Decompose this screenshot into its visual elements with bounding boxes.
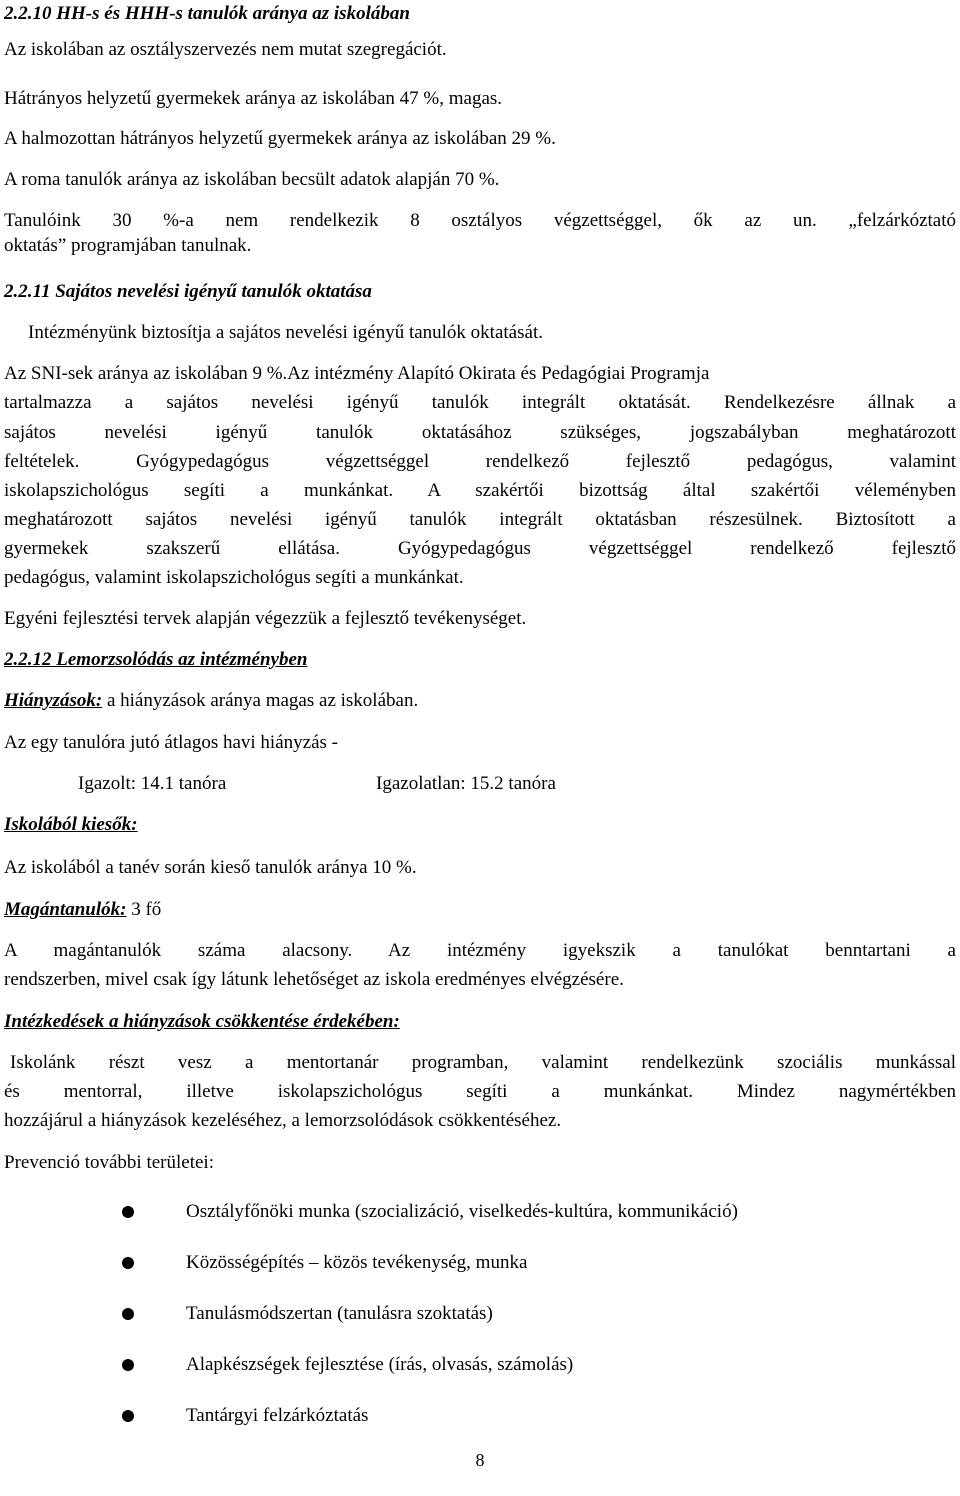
section-heading-hh: 2.2.10 HH-s és HHH-s tanulók aránya az iskolában — [4, 3, 410, 24]
text-line: A magántanulók száma alacsony. Az intézmény igyekszik a tanulókat benntartani a — [4, 940, 956, 961]
text-line: rendszerben, mivel csak így látunk lehetőséget az iskola eredményes elvégzésére. — [4, 969, 624, 990]
text-line: Az SNI-sek aránya az iskolában 9 %.Az intézmény Alapító Okirata és Pedagógiai Programja — [4, 363, 710, 384]
igazolatlan-value: Igazolatlan: 15.2 tanóra — [376, 773, 556, 794]
text-line: gyermekek szakszerű ellátása. Gyógypedagógus végzettséggel rendelkező fejlesztő — [4, 538, 956, 559]
list-item-text: Tantárgyi felzárkóztatás — [186, 1405, 369, 1426]
text-line: feltételek. Gyógypedagógus végzettséggel rendelkező fejlesztő pedagógus, valamint — [4, 451, 956, 472]
magan-label: Magántanulók: — [4, 899, 127, 920]
section-heading-sni: 2.2.11 Sajátos nevelési igényű tanulók oktatása — [4, 281, 372, 302]
text-line: pedagógus, valamint iskolapszichológus segíti a munkánkat. — [4, 567, 464, 588]
bullet-icon — [122, 1206, 134, 1218]
text-line: Egyéni fejlesztési tervek alapján végezzük a fejlesztő tevékenységet. — [4, 608, 527, 629]
text-line: Tanulóink 30 %-a nem rendelkezik 8 osztályos végzettséggel, ők az un. „felzárkóztató — [4, 210, 956, 231]
text-line: sajátos nevelési igényű tanulók oktatásához szükséges, jogszabályban meghatározott — [4, 422, 956, 443]
magan-line — [4, 898, 161, 922]
bullet-icon — [122, 1257, 134, 1269]
list-item — [120, 1353, 738, 1404]
section-heading-lemorzsolodas: 2.2.12 Lemorzsolódás az intézményben — [4, 649, 308, 670]
kiesok-label: Iskolából kiesők: — [4, 814, 138, 835]
bullet-icon — [122, 1410, 134, 1422]
hianyzasok-line — [4, 689, 418, 713]
text-line: A halmozottan hátrányos helyzetű gyermekek aránya az iskolában 29 %. — [4, 128, 556, 149]
list-item — [120, 1404, 738, 1455]
text-line: Iskolánk részt vesz a mentortanár programban, valamint rendelkezünk szociális munkással — [10, 1052, 956, 1073]
text-line: Az egy tanulóra jutó átlagos havi hiányzás - — [4, 732, 338, 753]
magan-text: 3 fő — [126, 899, 162, 920]
text-line: Intézményünk biztosítja a sajátos nevelési igényű tanulók oktatását. — [28, 322, 543, 343]
page-number: 8 — [475, 1450, 485, 1470]
list-item — [120, 1302, 738, 1353]
hianyzasok-label: Hiányzások: — [4, 690, 103, 711]
list-item-text: Tanulásmódszertan (tanulásra szoktatás) — [186, 1303, 493, 1324]
text-line: és mentorral, illetve iskolapszichológus segíti a munkánkat. Mindez nagymértékben — [4, 1081, 956, 1102]
bullet-icon — [122, 1359, 134, 1371]
text-line: Az iskolában az osztályszervezés nem mutat szegregációt. — [4, 39, 447, 60]
list-item-text: Alapkészségek fejlesztése (írás, olvasás, számolás) — [186, 1354, 574, 1375]
prevencio-list — [120, 1200, 738, 1455]
hianyzasok-text: a hiányzások aránya magas az iskolában. — [102, 690, 419, 711]
text-line: iskolapszichológus segíti a munkánkat. A szakértői bizottság által szakértői véleményben — [4, 480, 956, 501]
igazolt-value: Igazolt: 14.1 tanóra — [78, 773, 227, 794]
text-line: tartalmazza a sajátos nevelési igényű tanulók integrált oktatását. Rendelkezésre állnak a — [4, 392, 956, 413]
intezkedes-label: Intézkedések a hiányzások csökkentése érdekében: — [4, 1011, 400, 1032]
text-line: meghatározott sajátos nevelési igényű tanulók integrált oktatásban részesülnek. Biztosított a — [4, 509, 956, 530]
text-line: Az iskolából a tanév során kieső tanulók aránya 10 %. — [4, 857, 417, 878]
text-line: hozzájárul a hiányzások kezeléséhez, a lemorzsolódások csökkentéséhez. — [4, 1110, 562, 1131]
list-item — [120, 1251, 738, 1302]
list-item — [120, 1200, 738, 1251]
text-line: oktatás” programjában tanulnak. — [4, 235, 252, 256]
list-item-text: Közösségépítés – közös tevékenység, munka — [186, 1252, 528, 1273]
text-line: A roma tanulók aránya az iskolában becsült adatok alapján 70 %. — [4, 169, 500, 190]
list-item-text: Osztályfőnöki munka (szocializáció, viselkedés-kultúra, kommunikáció) — [186, 1201, 738, 1222]
bullet-icon — [122, 1308, 134, 1320]
text-line: Hátrányos helyzetű gyermekek aránya az iskolában 47 %, magas. — [4, 88, 503, 109]
prevencio-label: Prevenció további területei: — [4, 1152, 214, 1173]
